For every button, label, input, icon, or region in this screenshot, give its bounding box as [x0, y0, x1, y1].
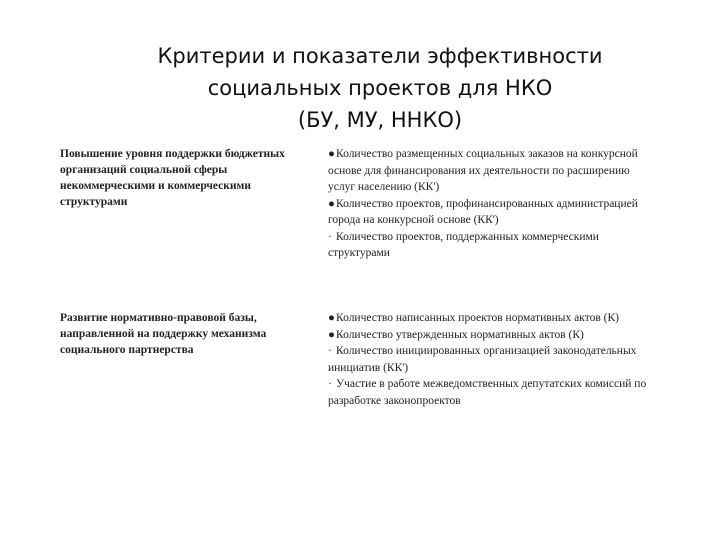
indicator-text: Количество утвержденных нормативных актов (К): [336, 328, 584, 341]
bullet-icon: ●: [328, 148, 335, 160]
indicator-2-3: [328, 343, 648, 376]
criterion-1: Повышение уровня поддержки бюджетных организаций социальной сферы некоммерческими и коммерческими структурами: [60, 148, 285, 208]
indicators-1: [328, 146, 648, 262]
indicator-2-2: [328, 327, 648, 344]
indicator-text: Количество написанных проектов нормативных актов (К): [336, 312, 619, 324]
indicator-text: Количество проектов, поддержанных коммерческими структурами: [328, 230, 599, 259]
title-line-1: Критерии и показатели эффективности: [157, 44, 603, 68]
title-line-2: социальных проектов для НКО: [207, 76, 553, 100]
indicator-text: Количество проектов, профинансированных администрацией города на конкурсной основе (КК'): [328, 197, 638, 226]
criterion-2: Развитие нормативно-правовой базы, направленной на поддержку механизма социального партнерства: [60, 312, 267, 356]
indicator-1-2: [328, 196, 648, 229]
indicator-text: Количество инициированных организацией законодательных инициатив (КК'): [328, 345, 637, 374]
indicator-2-4: [328, 376, 648, 409]
indicator-text: Участие в работе межведомственных депутатских комиссий по разработке законопроектов: [328, 378, 647, 407]
bullet-icon: ·: [328, 230, 332, 243]
indicator-2-1: [328, 310, 648, 327]
slide-title: [110, 40, 650, 136]
bullet-icon: ●: [328, 328, 335, 341]
bullet-icon: ●: [328, 197, 335, 210]
indicator-1-1: [328, 146, 648, 196]
bullet-icon: ·: [328, 378, 332, 390]
bullet-icon: ·: [328, 345, 332, 357]
indicator-1-3: [328, 229, 648, 262]
indicator-text: Количество размещенных социальных заказов на конкурсной основе для финансирования их деятельности по расширению услуг населению (КК'): [328, 148, 638, 193]
bullet-icon: ●: [328, 312, 335, 324]
title-line-3: (БУ, МУ, ННКО): [297, 108, 463, 132]
indicators-2: [328, 310, 648, 409]
